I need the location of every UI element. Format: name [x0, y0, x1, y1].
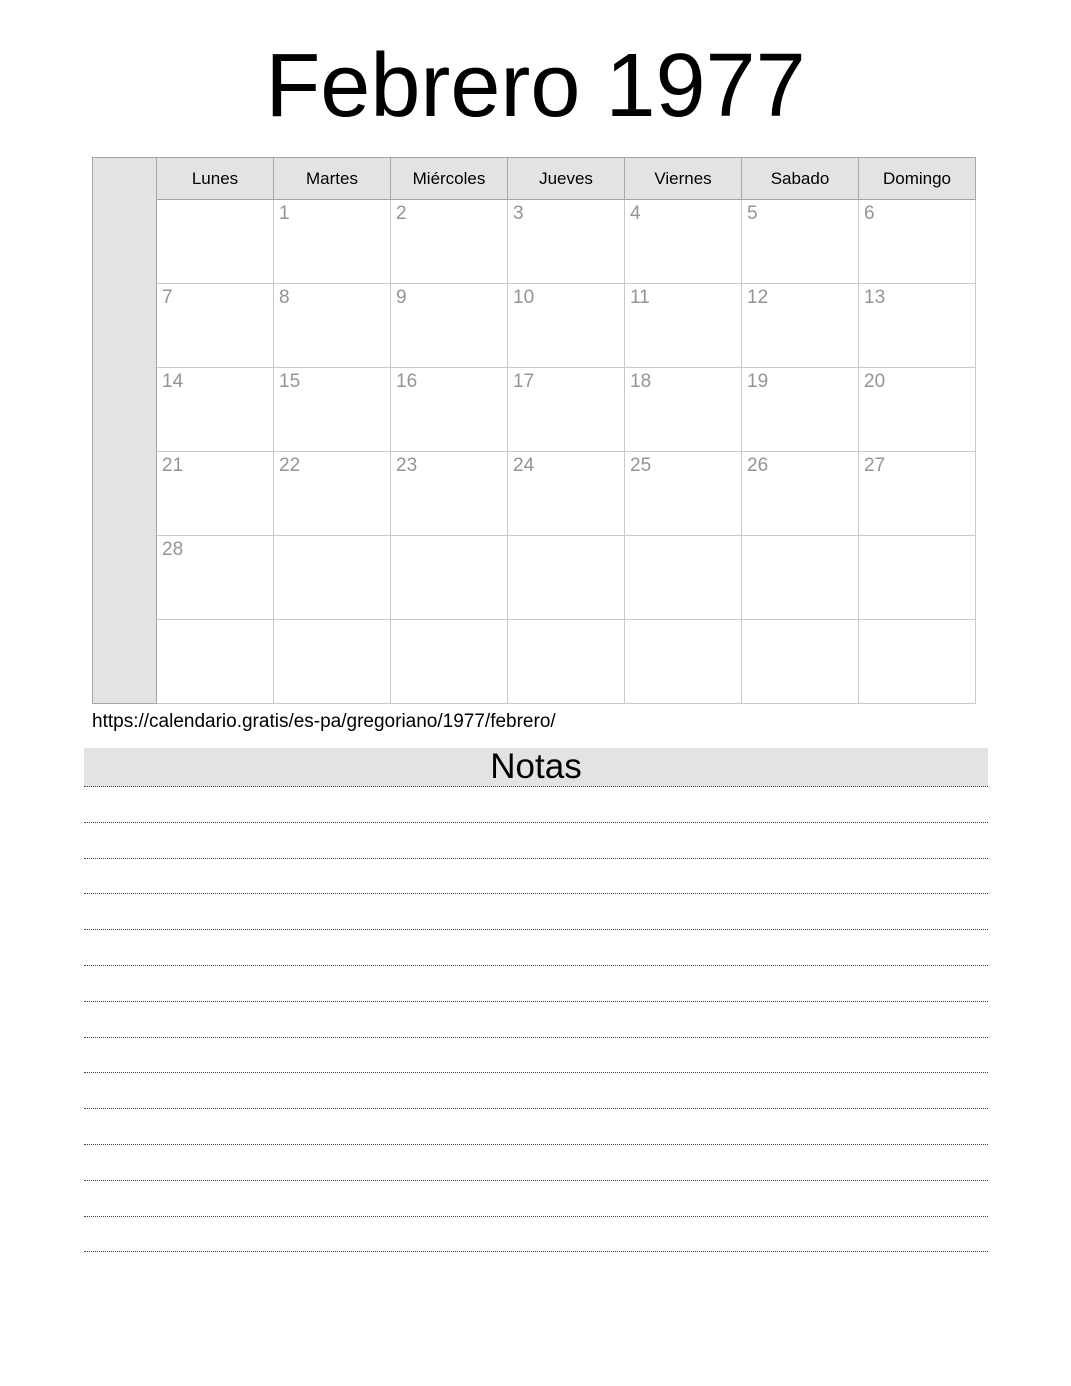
- day-cell: [859, 536, 976, 620]
- day-header-jueves: Jueves: [508, 158, 625, 200]
- day-header-sabado: Sabado: [742, 158, 859, 200]
- day-cell: 24: [508, 452, 625, 536]
- notes-line: [84, 894, 988, 930]
- notes-line: [84, 1109, 988, 1145]
- notes-heading: Notas: [84, 748, 988, 787]
- calendar-week-row: [93, 452, 976, 536]
- day-cell: 19: [742, 368, 859, 452]
- day-cell: 6: [859, 200, 976, 284]
- calendar-week-row: [93, 536, 976, 620]
- calendar-spacer-column: [93, 158, 157, 704]
- calendar-table: [92, 157, 976, 704]
- day-header-martes: Martes: [274, 158, 391, 200]
- day-cell: 13: [859, 284, 976, 368]
- notes-line: [84, 966, 988, 1002]
- day-cell: 8: [274, 284, 391, 368]
- day-cell: 1: [274, 200, 391, 284]
- day-cell: 16: [391, 368, 508, 452]
- notes-line: [84, 1181, 988, 1217]
- day-cell: 10: [508, 284, 625, 368]
- notes-line: [84, 859, 988, 895]
- day-cell: 11: [625, 284, 742, 368]
- day-cell: [157, 620, 274, 704]
- day-cell: [742, 620, 859, 704]
- notes-line: [84, 1217, 988, 1253]
- day-cell: 20: [859, 368, 976, 452]
- day-cell: [742, 536, 859, 620]
- day-header-domingo: Domingo: [859, 158, 976, 200]
- day-cell: [391, 620, 508, 704]
- day-cell: 27: [859, 452, 976, 536]
- day-cell: 7: [157, 284, 274, 368]
- day-cell: 14: [157, 368, 274, 452]
- day-cell: 15: [274, 368, 391, 452]
- notes-line: [84, 823, 988, 859]
- day-cell: 22: [274, 452, 391, 536]
- day-header-lunes: Lunes: [157, 158, 274, 200]
- notes-line: [84, 930, 988, 966]
- calendar-week-row: [93, 368, 976, 452]
- calendar-header-row: [93, 158, 976, 200]
- day-cell: 2: [391, 200, 508, 284]
- calendar-week-row: [93, 284, 976, 368]
- day-header-miercoles: Miércoles: [391, 158, 508, 200]
- day-cell: 5: [742, 200, 859, 284]
- day-cell: 25: [625, 452, 742, 536]
- day-cell: [508, 620, 625, 704]
- day-cell: [274, 536, 391, 620]
- day-cell: 12: [742, 284, 859, 368]
- day-cell: 3: [508, 200, 625, 284]
- day-cell: 4: [625, 200, 742, 284]
- day-cell: [157, 200, 274, 284]
- notes-line: [84, 1073, 988, 1109]
- page-title: Febrero 1977: [265, 36, 806, 136]
- day-cell: 28: [157, 536, 274, 620]
- notes-lines: [84, 787, 988, 1252]
- calendar-week-row: [93, 200, 976, 284]
- day-cell: 26: [742, 452, 859, 536]
- day-cell: [508, 536, 625, 620]
- day-cell: [274, 620, 391, 704]
- day-header-viernes: Viernes: [625, 158, 742, 200]
- notes-line: [84, 1002, 988, 1038]
- notes-line: [84, 1145, 988, 1181]
- notes-line: [84, 787, 988, 823]
- source-url-text: https://calendario.gratis/es-pa/gregoriano/1977/febrero/: [92, 711, 556, 732]
- notes-line: [84, 1038, 988, 1074]
- calendar-week-row: [93, 620, 976, 704]
- day-cell: 21: [157, 452, 274, 536]
- day-cell: [391, 536, 508, 620]
- day-cell: [625, 536, 742, 620]
- day-cell: [859, 620, 976, 704]
- day-cell: 9: [391, 284, 508, 368]
- day-cell: [625, 620, 742, 704]
- day-cell: 17: [508, 368, 625, 452]
- day-cell: 23: [391, 452, 508, 536]
- day-cell: 18: [625, 368, 742, 452]
